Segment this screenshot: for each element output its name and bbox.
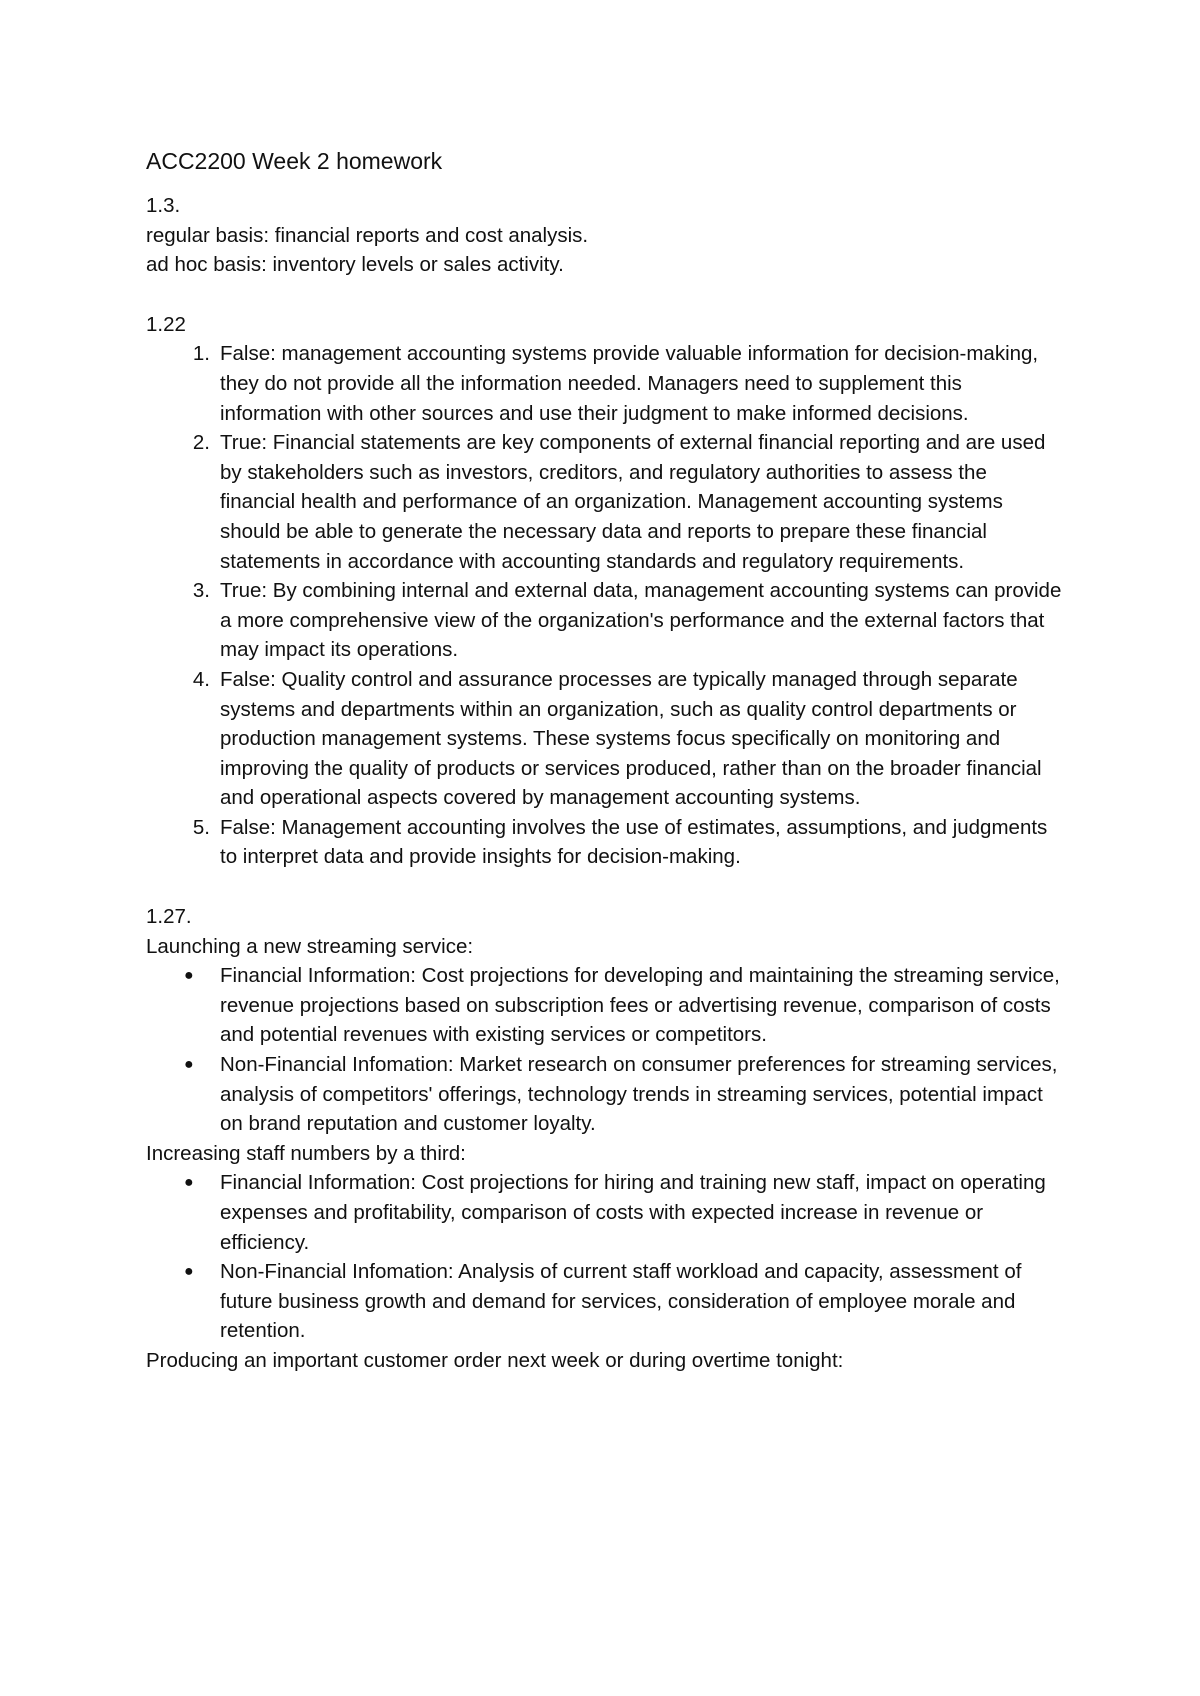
item-text: True: By combining internal and external data, management accounting systems can provide a more comprehensive view of the organization's performance and the external factors that may impact its operations. <box>220 579 1062 662</box>
item-text: Financial Information: Cost projections for developing and maintaining the streaming service, revenue projections based on subscription fees or advertising revenue, comparison of costs and potential revenues with existing services or competitors. <box>220 964 1060 1047</box>
section-label: 1.27. <box>146 905 192 929</box>
bullet-list <box>146 961 1066 1139</box>
document-page <box>146 145 1066 1376</box>
section-1-27 <box>146 902 1066 1376</box>
bullet-icon: ● <box>184 967 194 985</box>
item-text: True: Financial statements are key components of external financial reporting and are used by stakeholders such as investors, creditors, and regulatory authorities to assess the financial health and performance of an organization. Management accounting systems should be able to generate the necessary data and reports to prepare these financial statements in accordance with accounting standards and regulatory requirements. <box>220 431 1046 573</box>
bullet-list <box>146 1168 1066 1346</box>
bullet-icon: ● <box>184 1174 194 1192</box>
list-item <box>146 961 1066 1050</box>
scenario-heading: Launching a new streaming service: <box>146 934 474 958</box>
item-text: False: management accounting systems provide valuable information for decision-making, they do not provide all the information needed. Managers need to supplement this information with other sources and use their judgment to make informed decisions. <box>220 342 1039 425</box>
section-label: 1.22 <box>146 312 186 336</box>
item-number: 4. <box>192 667 210 691</box>
item-text: Financial Information: Cost projections for hiring and training new staff, impact on operating expenses and profitability, comparison of costs with expected increase in revenue or efficiency. <box>220 1171 1046 1254</box>
section-label: 1.3. <box>146 194 181 217</box>
answer-line: ad hoc basis: inventory levels or sales activity. <box>146 253 564 277</box>
section-1-22 <box>146 310 1066 872</box>
list-item <box>146 428 1066 576</box>
item-number: 5. <box>192 815 210 839</box>
document-title: ACC2200 Week 2 homework <box>146 148 443 174</box>
list-item <box>146 339 1066 428</box>
bullet-icon: ● <box>184 1056 194 1074</box>
item-text: False: Quality control and assurance processes are typically managed through separate systems and departments within an organization, such as quality control departments or production management systems. These systems focus specifically on monitoring and improving the quality of products or services produced, rather than on the broader financial and operational aspects covered by management accounting systems. <box>220 667 1042 810</box>
item-number: 3. <box>192 579 210 603</box>
answer-line: regular basis: financial reports and cost analysis. <box>146 223 589 247</box>
section-1-3 <box>146 191 1066 280</box>
list-item <box>146 1257 1066 1346</box>
item-text: Non-Financial Infomation: Analysis of current staff workload and capacity, assessment of future business growth and demand for services, consideration of employee morale and retention. <box>220 1260 1022 1343</box>
list-item <box>146 1050 1066 1139</box>
item-number: 2. <box>192 431 210 455</box>
list-item <box>146 665 1066 813</box>
item-text: Non-Financial Infomation: Market research on consumer preferences for streaming services, analysis of competitors' offerings, technology trends in streaming services, potential impact on brand reputation and customer loyalty. <box>220 1053 1058 1136</box>
list-item <box>146 813 1066 872</box>
list-item <box>146 576 1066 665</box>
bullet-icon: ● <box>184 1263 194 1281</box>
scenario-heading: Producing an important customer order next week or during overtime tonight: <box>146 1348 844 1372</box>
true-false-list <box>146 339 1066 872</box>
item-text: False: Management accounting involves the use of estimates, assumptions, and judgments to interpret data and provide insights for decision-making. <box>220 815 1048 869</box>
item-number: 1. <box>192 342 210 366</box>
scenario-heading: Increasing staff numbers by a third: <box>146 1141 466 1165</box>
list-item <box>146 1168 1066 1257</box>
